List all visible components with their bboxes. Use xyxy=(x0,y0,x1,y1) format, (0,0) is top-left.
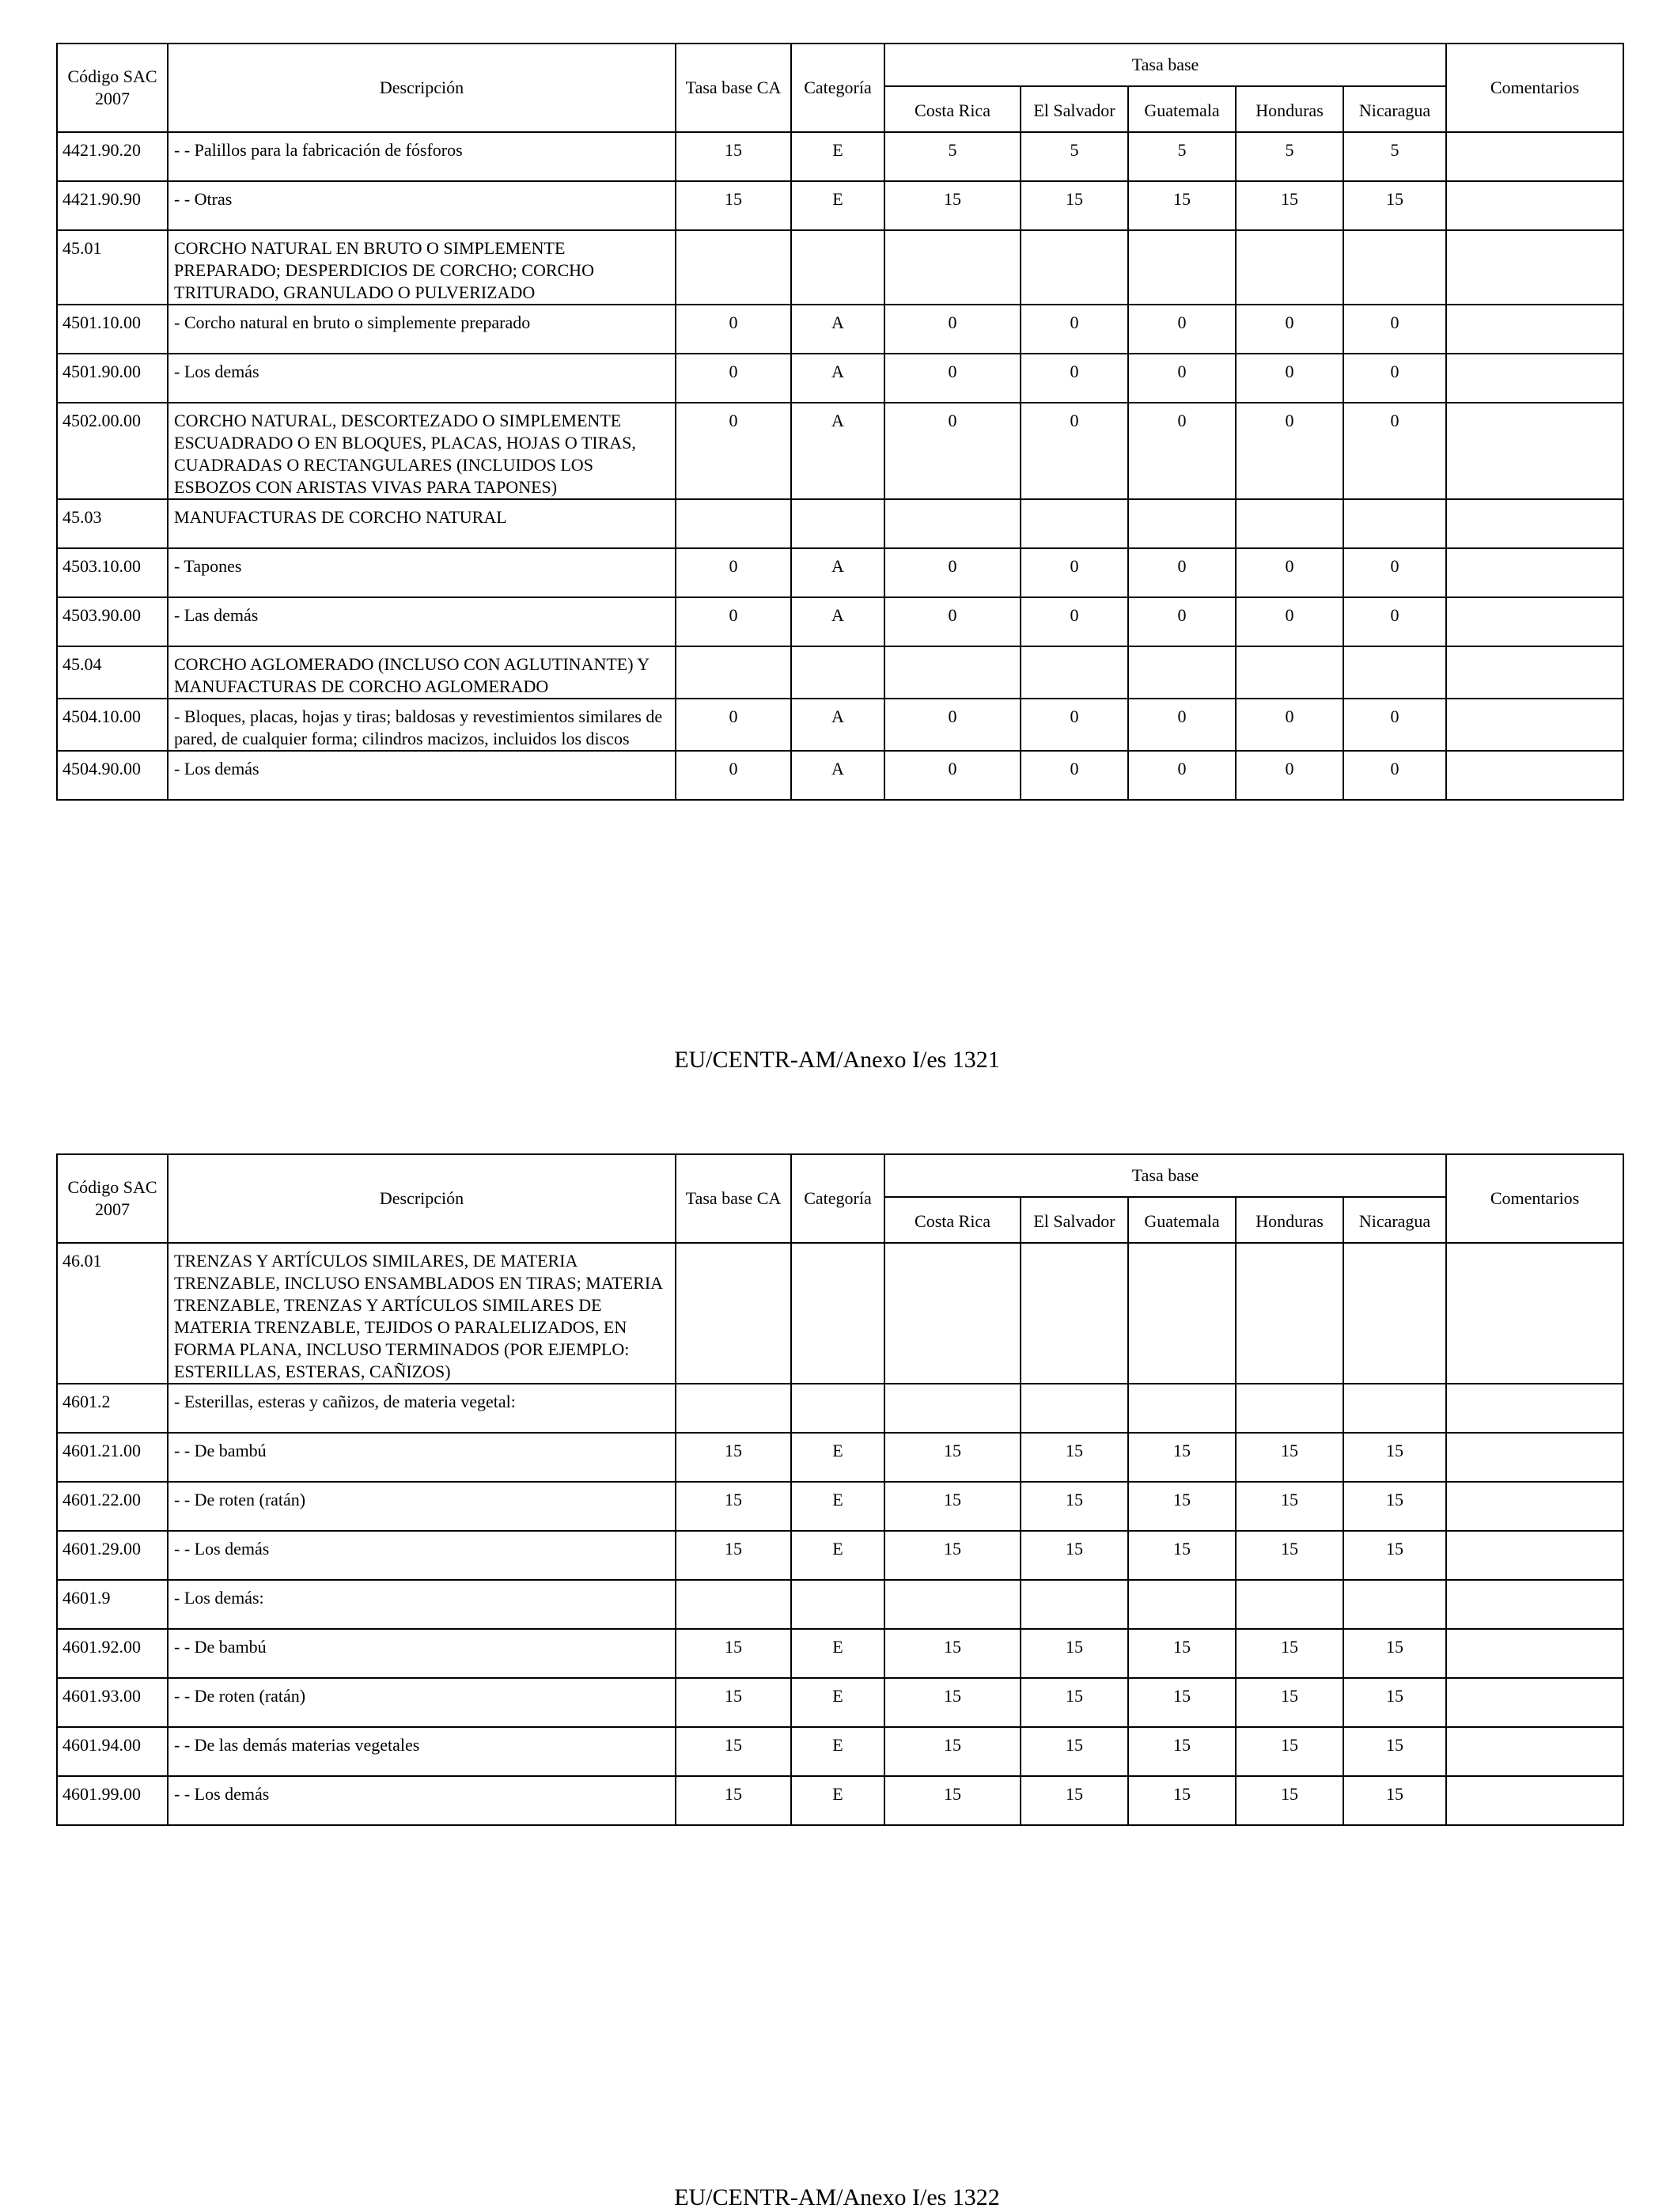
header-description: Descripción xyxy=(168,44,676,132)
row-country-rate: 15 xyxy=(1128,1678,1236,1727)
header-country: Guatemala xyxy=(1128,86,1236,132)
row-country-rate xyxy=(1128,499,1236,548)
header-country: Costa Rica xyxy=(884,86,1021,132)
table-row xyxy=(57,1384,1623,1433)
row-country-rate: 0 xyxy=(1128,548,1236,597)
row-country-rate: 5 xyxy=(1128,132,1236,181)
row-category: E xyxy=(791,1531,884,1580)
row-comments xyxy=(1446,1384,1623,1433)
row-comments xyxy=(1446,230,1623,305)
table-row xyxy=(57,181,1623,230)
row-country-rate: 15 xyxy=(1343,1482,1446,1531)
row-country-rate: 0 xyxy=(1343,305,1446,354)
row-country-rate: 5 xyxy=(884,132,1021,181)
row-category: A xyxy=(791,751,884,800)
row-country-rate xyxy=(884,1243,1021,1384)
table-row xyxy=(57,305,1623,354)
header-base-rate-group: Tasa base xyxy=(884,44,1446,86)
row-country-rate: 0 xyxy=(1128,305,1236,354)
row-country-rate: 15 xyxy=(1021,1678,1128,1727)
header-code: Código SAC 2007 xyxy=(57,1154,168,1243)
row-country-rate: 0 xyxy=(1236,699,1343,751)
page-footer: EU/CENTR-AM/Anexo I/es 1321 xyxy=(674,1047,1000,1073)
row-description: - - De bambú xyxy=(168,1433,676,1482)
row-country-rate: 15 xyxy=(1343,1433,1446,1482)
row-comments xyxy=(1446,132,1623,181)
table-row xyxy=(57,699,1623,751)
row-country-rate: 0 xyxy=(1236,354,1343,403)
row-category: E xyxy=(791,1629,884,1678)
row-country-rate: 15 xyxy=(1236,1531,1343,1580)
header-code: Código SAC 2007 xyxy=(57,44,168,132)
row-code: 4502.00.00 xyxy=(57,403,168,499)
row-description: - - Los demás xyxy=(168,1776,676,1825)
row-code: 45.01 xyxy=(57,230,168,305)
row-country-rate: 15 xyxy=(884,1482,1021,1531)
row-comments xyxy=(1446,181,1623,230)
row-country-rate: 15 xyxy=(1343,1629,1446,1678)
row-code: 4601.94.00 xyxy=(57,1727,168,1776)
row-country-rate xyxy=(884,1580,1021,1629)
row-category: E xyxy=(791,1433,884,1482)
row-description: - - De las demás materias vegetales xyxy=(168,1727,676,1776)
header-comments: Comentarios xyxy=(1446,44,1623,132)
row-country-rate: 15 xyxy=(1128,1629,1236,1678)
row-code: 46.01 xyxy=(57,1243,168,1384)
row-comments xyxy=(1446,1482,1623,1531)
row-description: - Los demás xyxy=(168,354,676,403)
row-base-rate-ca: 15 xyxy=(676,1629,791,1678)
row-base-rate-ca xyxy=(676,499,791,548)
row-country-rate: 0 xyxy=(1021,548,1128,597)
row-country-rate xyxy=(1236,1384,1343,1433)
row-category xyxy=(791,1384,884,1433)
row-country-rate xyxy=(1236,230,1343,305)
row-category: E xyxy=(791,1482,884,1531)
row-base-rate-ca xyxy=(676,1384,791,1433)
row-country-rate xyxy=(1343,1384,1446,1433)
row-country-rate xyxy=(1343,646,1446,699)
row-comments xyxy=(1446,1727,1623,1776)
row-base-rate-ca: 15 xyxy=(676,1776,791,1825)
row-code: 4601.93.00 xyxy=(57,1678,168,1727)
row-comments xyxy=(1446,1678,1623,1727)
header-country: El Salvador xyxy=(1021,1197,1128,1243)
row-category: A xyxy=(791,403,884,499)
table-row xyxy=(57,548,1623,597)
row-base-rate-ca: 0 xyxy=(676,699,791,751)
row-comments xyxy=(1446,403,1623,499)
row-code: 4601.92.00 xyxy=(57,1629,168,1678)
row-country-rate: 0 xyxy=(884,548,1021,597)
row-code: 4601.99.00 xyxy=(57,1776,168,1825)
row-country-rate: 0 xyxy=(1236,597,1343,646)
row-country-rate xyxy=(1021,499,1128,548)
row-category xyxy=(791,499,884,548)
row-category xyxy=(791,230,884,305)
row-country-rate: 0 xyxy=(1128,597,1236,646)
table-row xyxy=(57,1727,1623,1776)
header-base-rate-ca: Tasa base CA xyxy=(676,44,791,132)
row-country-rate: 15 xyxy=(884,1727,1021,1776)
row-base-rate-ca: 15 xyxy=(676,181,791,230)
row-comments xyxy=(1446,646,1623,699)
row-country-rate xyxy=(1128,1384,1236,1433)
row-code: 4504.10.00 xyxy=(57,699,168,751)
row-description: MANUFACTURAS DE CORCHO NATURAL xyxy=(168,499,676,548)
row-country-rate xyxy=(1343,1580,1446,1629)
row-description: CORCHO NATURAL EN BRUTO O SIMPLEMENTE PREPARADO; DESPERDICIOS DE CORCHO; CORCHO TRITURADO, GRANULADO O PULVERIZADO xyxy=(168,230,676,305)
row-country-rate: 0 xyxy=(884,597,1021,646)
row-country-rate: 5 xyxy=(1021,132,1128,181)
row-category xyxy=(791,1580,884,1629)
table-row xyxy=(57,751,1623,800)
row-description: - - Los demás xyxy=(168,1531,676,1580)
row-country-rate xyxy=(1343,1243,1446,1384)
row-country-rate: 15 xyxy=(1021,181,1128,230)
row-country-rate: 5 xyxy=(1343,132,1446,181)
row-country-rate xyxy=(1236,499,1343,548)
row-country-rate xyxy=(1021,1243,1128,1384)
row-country-rate: 15 xyxy=(1128,1727,1236,1776)
row-country-rate: 0 xyxy=(884,305,1021,354)
row-category xyxy=(791,646,884,699)
row-description: - Las demás xyxy=(168,597,676,646)
row-country-rate xyxy=(1128,230,1236,305)
row-country-rate: 15 xyxy=(1021,1776,1128,1825)
row-country-rate: 0 xyxy=(1343,548,1446,597)
row-category: E xyxy=(791,132,884,181)
row-country-rate xyxy=(1236,646,1343,699)
row-description: - - De bambú xyxy=(168,1629,676,1678)
row-country-rate: 0 xyxy=(884,699,1021,751)
row-country-rate: 15 xyxy=(1343,1678,1446,1727)
row-comments xyxy=(1446,1433,1623,1482)
row-country-rate: 15 xyxy=(1128,1433,1236,1482)
row-country-rate: 0 xyxy=(884,354,1021,403)
row-country-rate: 15 xyxy=(1236,1433,1343,1482)
row-country-rate: 15 xyxy=(1128,1776,1236,1825)
row-description: - - Palillos para la fabricación de fósforos xyxy=(168,132,676,181)
row-description: - Bloques, placas, hojas y tiras; baldosas y revestimientos similares de pared, de cualquier forma; cilindros macizos, incluidos los discos xyxy=(168,699,676,751)
table-row xyxy=(57,1433,1623,1482)
row-code: 4421.90.20 xyxy=(57,132,168,181)
row-base-rate-ca: 15 xyxy=(676,132,791,181)
table-row xyxy=(57,597,1623,646)
row-base-rate-ca: 0 xyxy=(676,354,791,403)
row-country-rate: 15 xyxy=(1128,1482,1236,1531)
row-country-rate xyxy=(884,499,1021,548)
row-country-rate xyxy=(1021,230,1128,305)
table-row xyxy=(57,1482,1623,1531)
row-country-rate: 0 xyxy=(1021,354,1128,403)
row-country-rate: 0 xyxy=(1021,699,1128,751)
row-comments xyxy=(1446,751,1623,800)
row-country-rate: 0 xyxy=(1343,403,1446,499)
table-row xyxy=(57,1580,1623,1629)
row-country-rate xyxy=(884,646,1021,699)
row-country-rate xyxy=(1128,1580,1236,1629)
table-row xyxy=(57,499,1623,548)
row-code: 4601.9 xyxy=(57,1580,168,1629)
row-category: A xyxy=(791,354,884,403)
tariff-table-page-1322 xyxy=(56,1153,1624,1826)
row-base-rate-ca: 15 xyxy=(676,1433,791,1482)
row-base-rate-ca xyxy=(676,646,791,699)
row-country-rate: 0 xyxy=(1343,699,1446,751)
row-country-rate: 0 xyxy=(1021,751,1128,800)
row-country-rate: 15 xyxy=(884,1531,1021,1580)
row-country-rate xyxy=(884,230,1021,305)
row-description: - Corcho natural en bruto o simplemente preparado xyxy=(168,305,676,354)
row-description: - - De roten (ratán) xyxy=(168,1678,676,1727)
row-code: 45.04 xyxy=(57,646,168,699)
row-base-rate-ca xyxy=(676,1580,791,1629)
table-row xyxy=(57,1678,1623,1727)
header-country: Honduras xyxy=(1236,86,1343,132)
row-code: 4501.90.00 xyxy=(57,354,168,403)
page-footer: EU/CENTR-AM/Anexo I/es 1322 xyxy=(674,2184,1000,2210)
row-base-rate-ca: 15 xyxy=(676,1482,791,1531)
tariff-table-page-1321 xyxy=(56,43,1624,801)
row-base-rate-ca: 15 xyxy=(676,1678,791,1727)
row-country-rate xyxy=(1021,1384,1128,1433)
row-code: 4601.22.00 xyxy=(57,1482,168,1531)
row-base-rate-ca: 0 xyxy=(676,597,791,646)
row-category xyxy=(791,1243,884,1384)
row-country-rate: 15 xyxy=(1236,1776,1343,1825)
row-base-rate-ca: 15 xyxy=(676,1727,791,1776)
row-country-rate: 5 xyxy=(1236,132,1343,181)
row-country-rate: 0 xyxy=(1236,305,1343,354)
table-row xyxy=(57,354,1623,403)
row-code: 4601.29.00 xyxy=(57,1531,168,1580)
row-comments xyxy=(1446,597,1623,646)
table-row xyxy=(57,1243,1623,1384)
row-country-rate xyxy=(1343,230,1446,305)
row-country-rate: 0 xyxy=(1128,751,1236,800)
table-row xyxy=(57,403,1623,499)
row-country-rate: 15 xyxy=(1021,1482,1128,1531)
row-description: - Esterillas, esteras y cañizos, de materia vegetal: xyxy=(168,1384,676,1433)
header-country: Costa Rica xyxy=(884,1197,1021,1243)
row-country-rate: 0 xyxy=(1236,403,1343,499)
row-country-rate: 0 xyxy=(1021,597,1128,646)
header-description: Descripción xyxy=(168,1154,676,1243)
row-country-rate: 15 xyxy=(1236,1629,1343,1678)
table-row xyxy=(57,1531,1623,1580)
row-description: TRENZAS Y ARTÍCULOS SIMILARES, DE MATERIA TRENZABLE, INCLUSO ENSAMBLADOS EN TIRAS; MATERIA TRENZABLE, TRENZAS Y ARTÍCULOS SIMILARES DE MATERIA TRENZABLE, TEJIDOS O PARALELIZADOS, EN FORMA PLANA, INCLUSO TERMINADOS (POR EJEMPLO: ESTERILLAS, ESTERAS, CAÑIZOS) xyxy=(168,1243,676,1384)
row-comments xyxy=(1446,1243,1623,1384)
row-comments xyxy=(1446,1580,1623,1629)
row-country-rate xyxy=(1236,1580,1343,1629)
row-country-rate xyxy=(1021,1580,1128,1629)
row-country-rate xyxy=(1128,646,1236,699)
row-country-rate: 15 xyxy=(1236,1727,1343,1776)
row-comments xyxy=(1446,499,1623,548)
row-description: CORCHO NATURAL, DESCORTEZADO O SIMPLEMENTE ESCUADRADO O EN BLOQUES, PLACAS, HOJAS O TIRAS, CUADRADAS O RECTANGULARES (INCLUIDOS LOS ESBOZOS CON ARISTAS VIVAS PARA TAPONES) xyxy=(168,403,676,499)
table-row xyxy=(57,1629,1623,1678)
row-country-rate: 0 xyxy=(1128,354,1236,403)
header-country: Honduras xyxy=(1236,1197,1343,1243)
table-row xyxy=(57,230,1623,305)
row-description: - - De roten (ratán) xyxy=(168,1482,676,1531)
row-code: 45.03 xyxy=(57,499,168,548)
row-comments xyxy=(1446,1531,1623,1580)
row-category: A xyxy=(791,305,884,354)
row-code: 4504.90.00 xyxy=(57,751,168,800)
table-row xyxy=(57,132,1623,181)
row-comments xyxy=(1446,305,1623,354)
row-country-rate: 0 xyxy=(884,403,1021,499)
row-code: 4503.90.00 xyxy=(57,597,168,646)
row-description: - Los demás xyxy=(168,751,676,800)
row-description: CORCHO AGLOMERADO (INCLUSO CON AGLUTINANTE) Y MANUFACTURAS DE CORCHO AGLOMERADO xyxy=(168,646,676,699)
row-country-rate xyxy=(1236,1243,1343,1384)
row-country-rate: 15 xyxy=(1236,1482,1343,1531)
row-code: 4601.21.00 xyxy=(57,1433,168,1482)
row-country-rate: 15 xyxy=(1128,1531,1236,1580)
row-comments xyxy=(1446,699,1623,751)
header-base-rate-ca: Tasa base CA xyxy=(676,1154,791,1243)
header-category: Categoría xyxy=(791,1154,884,1243)
row-category: E xyxy=(791,1776,884,1825)
row-country-rate: 15 xyxy=(1021,1629,1128,1678)
header-country: Guatemala xyxy=(1128,1197,1236,1243)
row-comments xyxy=(1446,354,1623,403)
row-country-rate: 15 xyxy=(884,1433,1021,1482)
row-country-rate: 0 xyxy=(1236,751,1343,800)
row-description: - Tapones xyxy=(168,548,676,597)
row-country-rate: 0 xyxy=(884,751,1021,800)
row-country-rate: 15 xyxy=(884,1678,1021,1727)
row-country-rate: 0 xyxy=(1343,751,1446,800)
row-country-rate: 0 xyxy=(1128,699,1236,751)
row-comments xyxy=(1446,1629,1623,1678)
header-country: Nicaragua xyxy=(1343,1197,1446,1243)
header-category: Categoría xyxy=(791,44,884,132)
row-country-rate: 0 xyxy=(1128,403,1236,499)
row-country-rate: 15 xyxy=(884,1629,1021,1678)
row-country-rate: 0 xyxy=(1021,305,1128,354)
row-country-rate: 15 xyxy=(884,1776,1021,1825)
row-country-rate: 15 xyxy=(1128,181,1236,230)
row-country-rate: 15 xyxy=(1343,1531,1446,1580)
row-country-rate: 15 xyxy=(1343,1776,1446,1825)
row-base-rate-ca: 0 xyxy=(676,751,791,800)
row-country-rate: 0 xyxy=(1236,548,1343,597)
row-category: E xyxy=(791,1727,884,1776)
row-country-rate xyxy=(884,1384,1021,1433)
header-base-rate-group: Tasa base xyxy=(884,1154,1446,1197)
row-country-rate: 15 xyxy=(1236,1678,1343,1727)
row-code: 4501.10.00 xyxy=(57,305,168,354)
header-comments: Comentarios xyxy=(1446,1154,1623,1243)
row-country-rate: 15 xyxy=(884,181,1021,230)
row-country-rate: 15 xyxy=(1236,181,1343,230)
row-category: E xyxy=(791,181,884,230)
row-code: 4601.2 xyxy=(57,1384,168,1433)
row-country-rate: 0 xyxy=(1343,597,1446,646)
row-base-rate-ca: 15 xyxy=(676,1531,791,1580)
row-category: A xyxy=(791,699,884,751)
row-country-rate xyxy=(1128,1243,1236,1384)
row-code: 4421.90.90 xyxy=(57,181,168,230)
row-country-rate: 15 xyxy=(1021,1727,1128,1776)
row-category: A xyxy=(791,597,884,646)
row-category: A xyxy=(791,548,884,597)
row-base-rate-ca xyxy=(676,230,791,305)
row-base-rate-ca: 0 xyxy=(676,305,791,354)
row-description: - - Otras xyxy=(168,181,676,230)
row-country-rate: 15 xyxy=(1021,1433,1128,1482)
row-description: - Los demás: xyxy=(168,1580,676,1629)
header-country: El Salvador xyxy=(1021,86,1128,132)
row-country-rate: 15 xyxy=(1343,1727,1446,1776)
row-comments xyxy=(1446,548,1623,597)
row-comments xyxy=(1446,1776,1623,1825)
row-country-rate: 0 xyxy=(1021,403,1128,499)
row-base-rate-ca: 0 xyxy=(676,403,791,499)
row-category: E xyxy=(791,1678,884,1727)
row-country-rate xyxy=(1343,499,1446,548)
row-base-rate-ca: 0 xyxy=(676,548,791,597)
row-country-rate: 15 xyxy=(1343,181,1446,230)
row-country-rate xyxy=(1021,646,1128,699)
row-country-rate: 0 xyxy=(1343,354,1446,403)
row-code: 4503.10.00 xyxy=(57,548,168,597)
table-row xyxy=(57,646,1623,699)
table-row xyxy=(57,1776,1623,1825)
row-base-rate-ca xyxy=(676,1243,791,1384)
header-country: Nicaragua xyxy=(1343,86,1446,132)
row-country-rate: 15 xyxy=(1021,1531,1128,1580)
